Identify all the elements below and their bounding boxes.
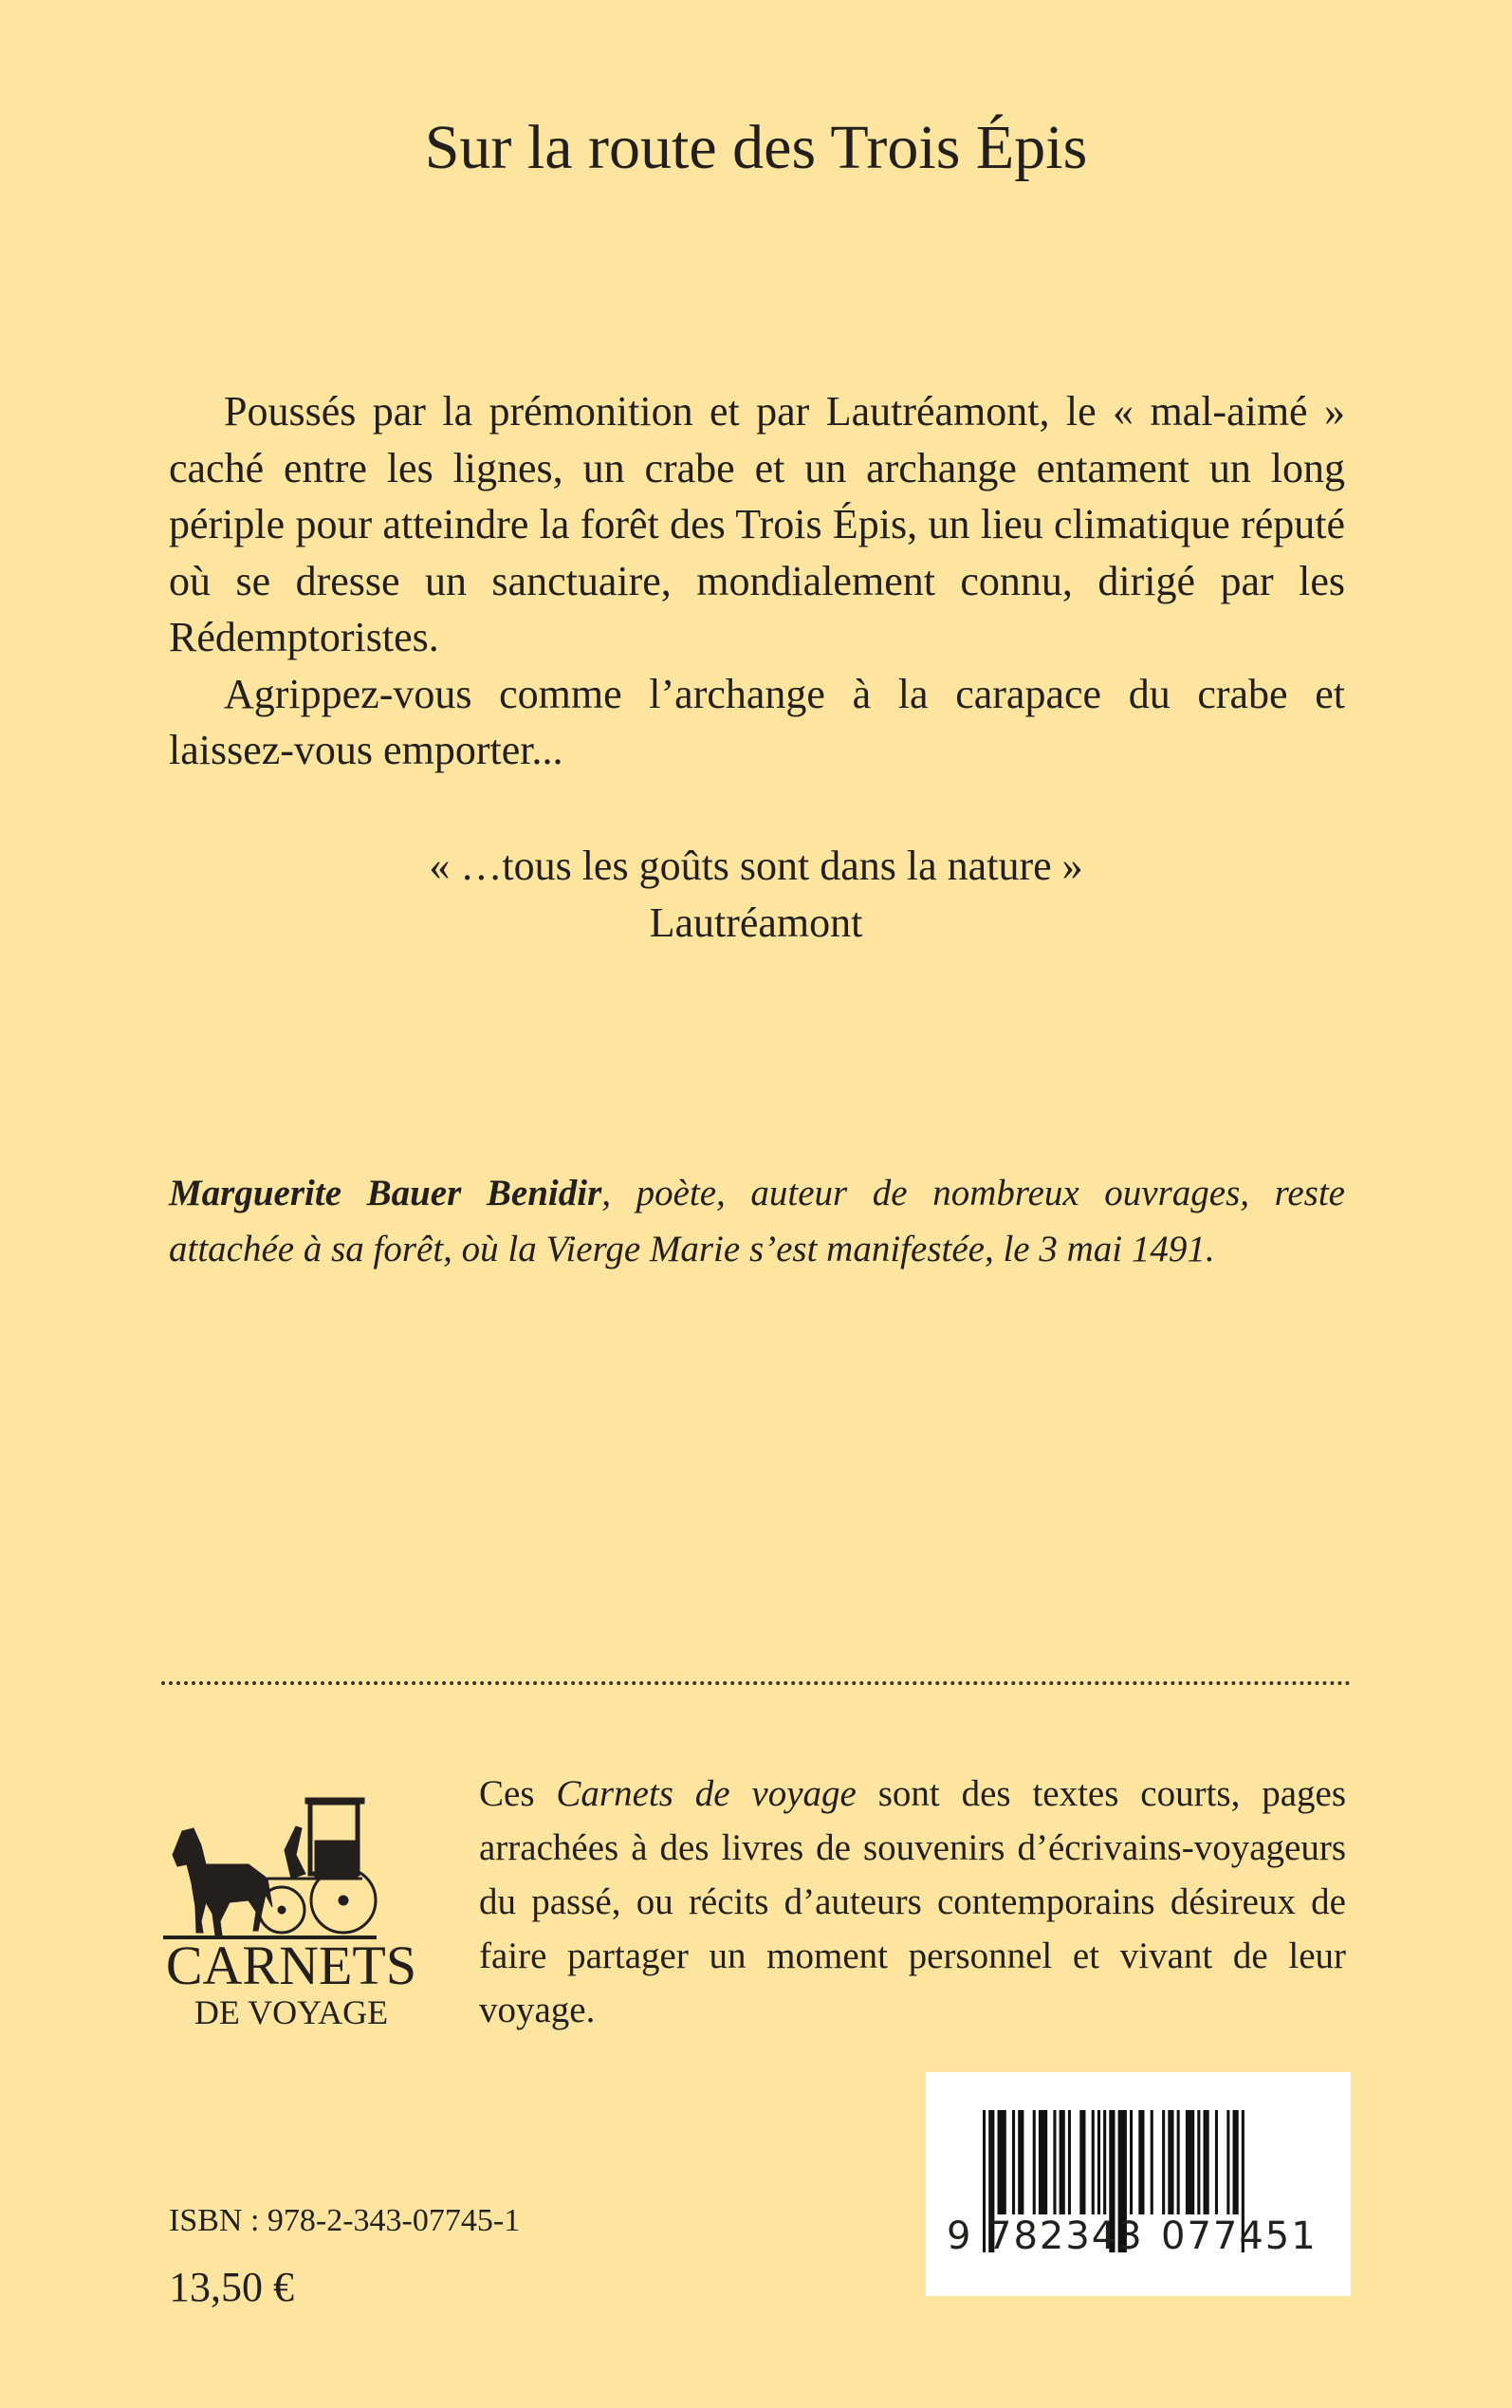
barcode-bar: [998, 2110, 1006, 2214]
barcode-bar: [1215, 2110, 1218, 2214]
quote-attribution: Lautréamont: [649, 899, 863, 946]
blurb-paragraph: Poussés par la prémonition et par Lautréamont, le « mal-aimé » caché entre les lignes, un crabe et un archange entament un long périple pour atteindre la forêt des Trois Épis, un lieu climatique réputé où se dresse un sanctuaire, mondialement connu, dirigé par les Rédemptoristes.: [169, 388, 1345, 660]
barcode-bar: [1018, 2110, 1023, 2214]
author-name: Marguerite Bauer Benidir: [169, 1173, 602, 1213]
series-text: sont des textes courts, pages arrachées à des livres de souvenirs d’écrivains-voyageurs du passé, ou récits d’auteurs contemporains désireux de faire partager un moment personnel et vivant de leur voyage.: [479, 1773, 1347, 2030]
barcode-bar: [1197, 2110, 1200, 2214]
barcode-group1: 782343: [987, 2214, 1144, 2258]
barcode-bar: [1068, 2110, 1071, 2214]
barcode-bar: [1079, 2110, 1085, 2214]
epigraph: [0, 838, 1512, 952]
blurb-paragraph: Agrippez-vous comme l’archange à la carapace du crabe et laissez-vous emporter...: [169, 670, 1345, 773]
series-description: [479, 1767, 1346, 2037]
barcode-bar: [1092, 2110, 1095, 2214]
barcode-bar: [1168, 2110, 1173, 2214]
barcode-bar: [1130, 2110, 1133, 2214]
carnets-de-voyage-logo: [163, 1788, 419, 2031]
barcode-bars: [926, 2072, 1351, 2296]
barcode-bar: [1186, 2110, 1194, 2214]
barcode-bar: [1033, 2110, 1036, 2214]
barcode-group2: 077451: [1161, 2214, 1318, 2258]
barcode-bar: [1039, 2110, 1047, 2214]
dotted-divider: [161, 1681, 1351, 1685]
barcode-bar: [983, 2110, 986, 2252]
barcode-bar: [1103, 2110, 1106, 2214]
author-bio-text: , poète, auteur de nombreux ouvrages, reste attachée à sa forêt, où la Vierge Marie s’est manifestée, le 3 mai 1491.: [169, 1173, 1345, 1269]
barcode-bar: [1177, 2110, 1180, 2214]
barcode-bar: [1097, 2110, 1100, 2214]
series-text: Ces: [479, 1773, 557, 1814]
barcode: [926, 2072, 1351, 2296]
barcode-bar: [1012, 2110, 1015, 2214]
book-title: Sur la route des Trois Épis: [424, 113, 1088, 182]
barcode-bar: [1204, 2110, 1209, 2214]
author-bio: [169, 1165, 1345, 1277]
logo-line2: DE VOYAGE: [194, 1993, 389, 2031]
logo-line1: CARNETS: [165, 1935, 417, 1996]
isbn: ISBN : 978-2-343-07745-1: [169, 2203, 521, 2238]
blurb: [169, 383, 1345, 779]
series-name: Carnets de voyage: [556, 1773, 857, 1814]
barcode-bar: [1151, 2110, 1153, 2214]
barcode-bar: [1162, 2110, 1165, 2214]
price: 13,50 €: [169, 2264, 294, 2310]
barcode-bar: [1138, 2110, 1144, 2214]
quote-text: « …tous les goûts sont dans la nature »: [429, 843, 1083, 889]
barcode-bar: [1053, 2110, 1056, 2214]
barcode-bar: [1226, 2110, 1229, 2214]
horse-carriage-icon: [163, 1788, 419, 1940]
barcode-digit: 9: [947, 2214, 971, 2258]
barcode-bar: [1233, 2110, 1239, 2214]
barcode-bar: [1060, 2110, 1065, 2214]
